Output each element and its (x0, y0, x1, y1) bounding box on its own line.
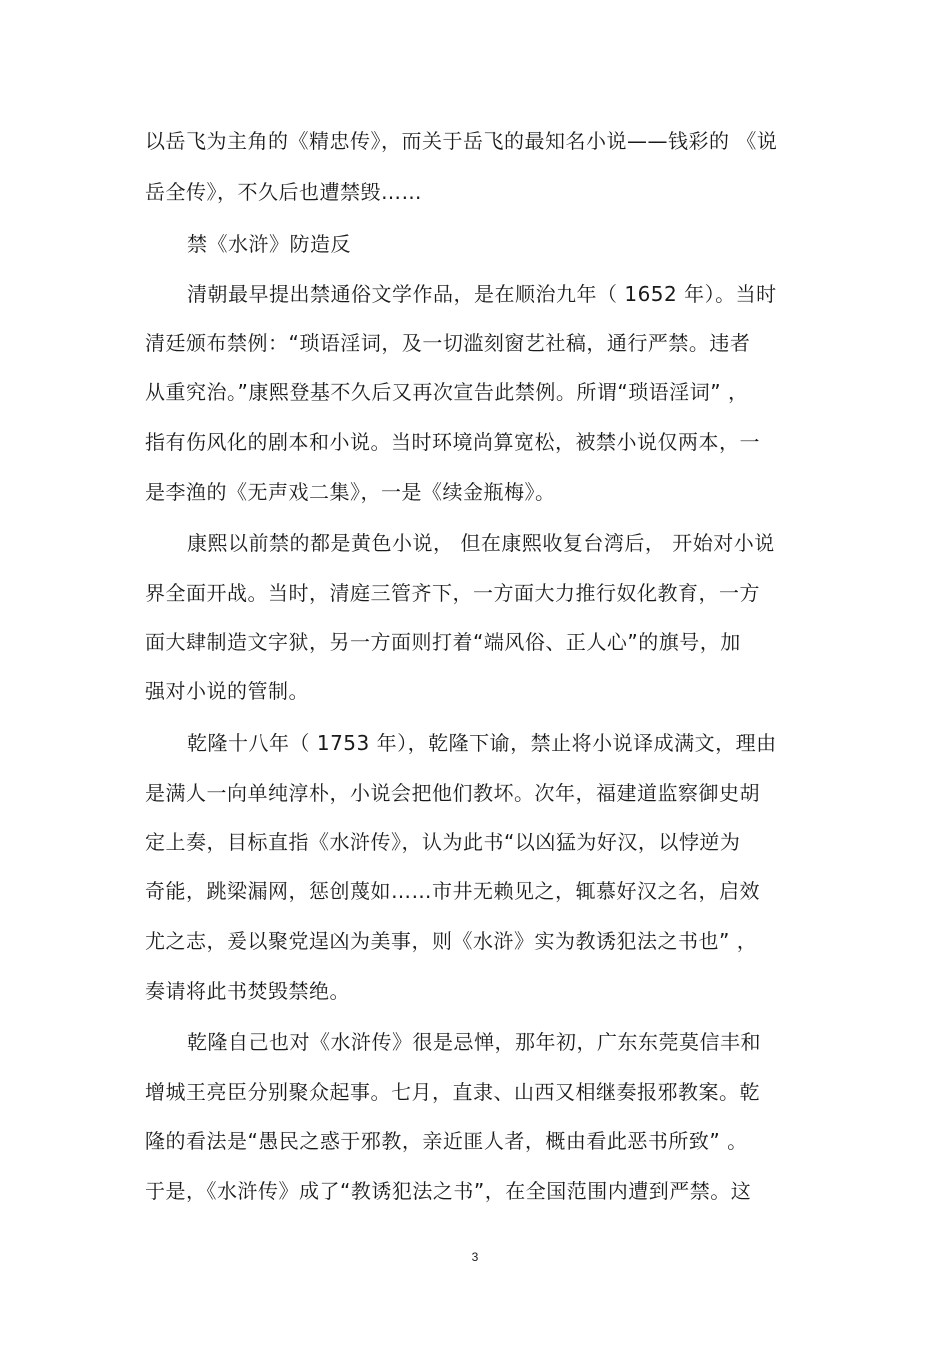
text-line: 清廷颁布禁例：“琐语淫词，及一切滥刻窗艺社稿，通行严禁。违者 (145, 331, 751, 355)
text-line: 隆的看法是“愚民之惑于邪教，亲近匪人者，概由看此恶书所致” 。 (145, 1129, 748, 1153)
paragraph-start: 康熙以前禁的都是黄色小说， 但在康熙收复台湾后， 开始对小说 (187, 531, 775, 555)
text-line: 是李渔的《无声戏二集》，一是《续金瓶梅》。 (145, 480, 556, 504)
paragraph-start: 乾隆十八年（ 1753 年），乾隆下谕，禁止将小说译成满文，理由 (187, 731, 777, 755)
text-line: 是满人一向单纯淳朴，小说会把他们教坏。次年，福建道监察御史胡 (145, 781, 760, 805)
text-line: 界全面开战。当时，清庭三管齐下，一方面大力推行奴化教育，一方 (145, 581, 760, 605)
text-line: 面大肆制造文字狱，另一方面则打着“端风俗、正人心”的旗号，加 (145, 630, 741, 654)
text-line: 增城王亮臣分别聚众起事。七月，直隶、山西又相继奏报邪教案。乾 (145, 1080, 760, 1104)
text-line: 于是，《水浒传》成了“教诱犯法之书”，在全国范围内遭到严禁。这 (145, 1179, 752, 1203)
page-number: 3 (471, 1250, 479, 1264)
text-line: 指有伤风化的剧本和小说。当时环境尚算宽松，被禁小说仅两本，一 (145, 430, 760, 454)
text-line: 奏请将此书焚毁禁绝。 (145, 979, 350, 1003)
text-line: 奇能，跳梁漏网，惩创蔑如……市井无赖见之，辄慕好汉之名，启效 (145, 879, 760, 903)
text-line: 以岳飞为主角的《精忠传》，而关于岳飞的最知名小说——钱彩的 《说 (145, 129, 778, 153)
section-heading: 禁《水浒》防造反 (187, 232, 351, 256)
text-line: 岳全传》，不久后也遭禁毁…… (145, 180, 422, 204)
paragraph-start: 乾隆自己也对《水浒传》很是忌惮，那年初，广东东莞莫信丰和 (187, 1030, 761, 1054)
paragraph-start: 清朝最早提出禁通俗文学作品，是在顺治九年（ 1652 年）。当时 (187, 282, 777, 306)
text-line: 从重究治。”康熙登基不久后又再次宣告此禁例。所谓“琐语淫词” ， (145, 380, 749, 404)
text-line: 强对小说的管制。 (145, 679, 309, 703)
text-line: 定上奏，目标直指《水浒传》，认为此书“以凶猛为好汉，以悖逆为 (145, 830, 741, 854)
text-line: 尤之志，爰以聚党逞凶为美事，则《水浒》实为教诱犯法之书也” ， (145, 929, 758, 953)
